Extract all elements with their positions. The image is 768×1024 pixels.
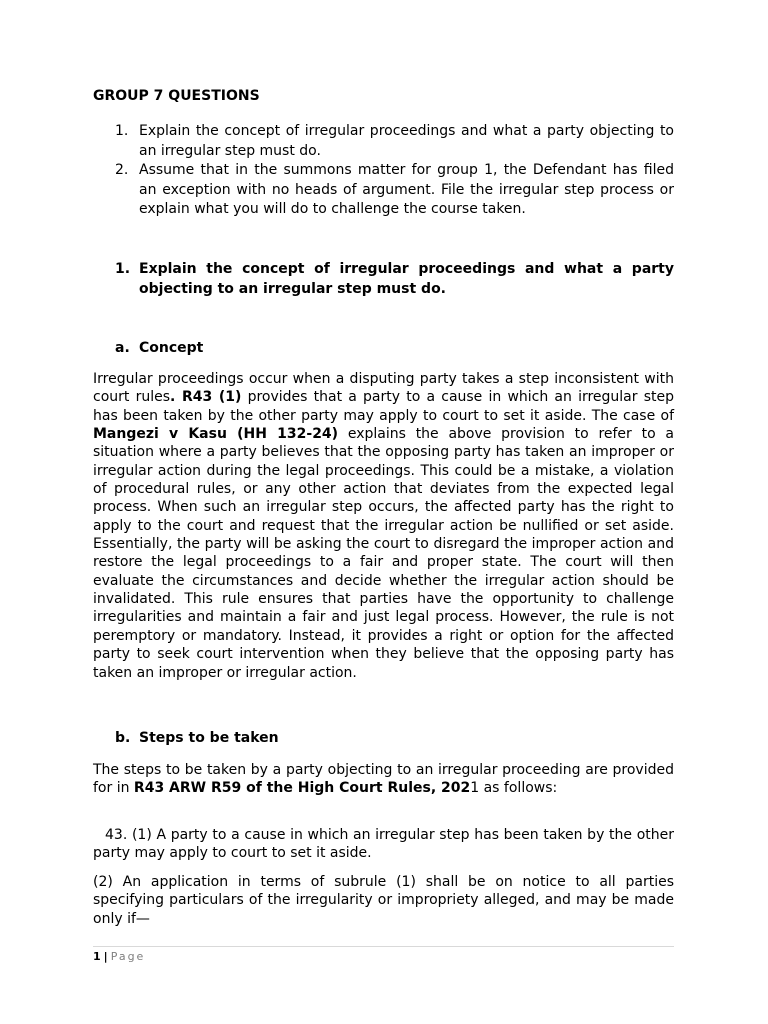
steps-text: The steps to be taken by a party objecting to an irregular proceeding are provided for in [93, 762, 674, 797]
rule-43-1-paragraph: 43. (1) A party to a cause in which an irregular step has been taken by the other party may apply to court to set it aside. [93, 827, 674, 862]
concept-paragraph [93, 370, 674, 682]
subheading-letter: b. [115, 730, 131, 746]
subheading-label: Steps to be taken [139, 730, 279, 746]
page-number: 1 [93, 950, 101, 963]
question-text: Assume that in the summons matter for group 1, the Defendant has filed an exception with no heads of argument. File the irregular step process or explain what you will do to challenge the course taken. [139, 162, 674, 217]
question-number: 2. [115, 162, 129, 178]
question-text: Explain the concept of irregular proceedings and what a party objecting to an irregular step must do. [139, 123, 674, 159]
subheading-concept [115, 339, 203, 357]
subheading-steps [115, 729, 279, 747]
rule-reference: R43 ARW R59 of the High Court Rules, 202 [133, 780, 471, 797]
concept-text: provides that a party to a cause in which an irregular step has been taken by the other party may apply to court to set it aside. The case of [93, 389, 674, 424]
question-item [93, 161, 674, 220]
case-citation: Mangezi v Kasu (HH 132-24) [93, 426, 339, 443]
section-heading [93, 260, 674, 299]
footer-divider [93, 946, 674, 947]
rule-43-2-paragraph: (2) An application in terms of subrule (1) shall be on notice to all parties specifying particulars of the irregularity or impropriety alleged, and may be made only if— [93, 874, 674, 927]
question-number: 1. [115, 123, 129, 139]
steps-paragraph [93, 761, 674, 798]
section-heading-text: Explain the concept of irregular proceedings and what a party objecting to an irregular step must do. [139, 261, 674, 297]
concept-text: explains the above provision to refer to a situation where a party believes that the opposing party has taken an improper or irregular action during the legal proceedings. This could be a mistake, a violation of procedural rules, or any other action that deviates from the expected legal process. When such an irregular step occurs, the affected party has the right to apply to the court and request that the irregular action be nullified or set aside. Essentially, the party will be asking the court to disregard the improper action and restore the legal proceedings to a fair and proper state. The court will then evaluate the circumstances and decide whether the irregular action should be invalidated. This rule ensures that parties have the opportunity to challenge irregularities and maintain a fair and just legal process. However, the rule is not peremptory or mandatory. Instead, it provides a right or option for the affected party to seek court intervention when they believe that the opposing party has taken an improper or irregular action. [93, 426, 674, 681]
page-label: Page [110, 950, 146, 963]
document-page [93, 0, 674, 1024]
steps-text: 1 as follows: [470, 780, 558, 797]
subheading-letter: a. [115, 340, 130, 356]
questions-list [93, 122, 674, 220]
rule-reference: . R43 (1) [170, 389, 242, 406]
footer-separator: | [103, 950, 108, 963]
page-footer [93, 950, 145, 963]
question-item [93, 122, 674, 161]
document-title: GROUP 7 QUESTIONS [93, 88, 260, 104]
concept-text: Irregular proceedings occur when a disputing party takes a step inconsistent with court rules [93, 371, 674, 406]
section-number: 1. [115, 261, 131, 277]
subheading-label: Concept [139, 340, 204, 356]
